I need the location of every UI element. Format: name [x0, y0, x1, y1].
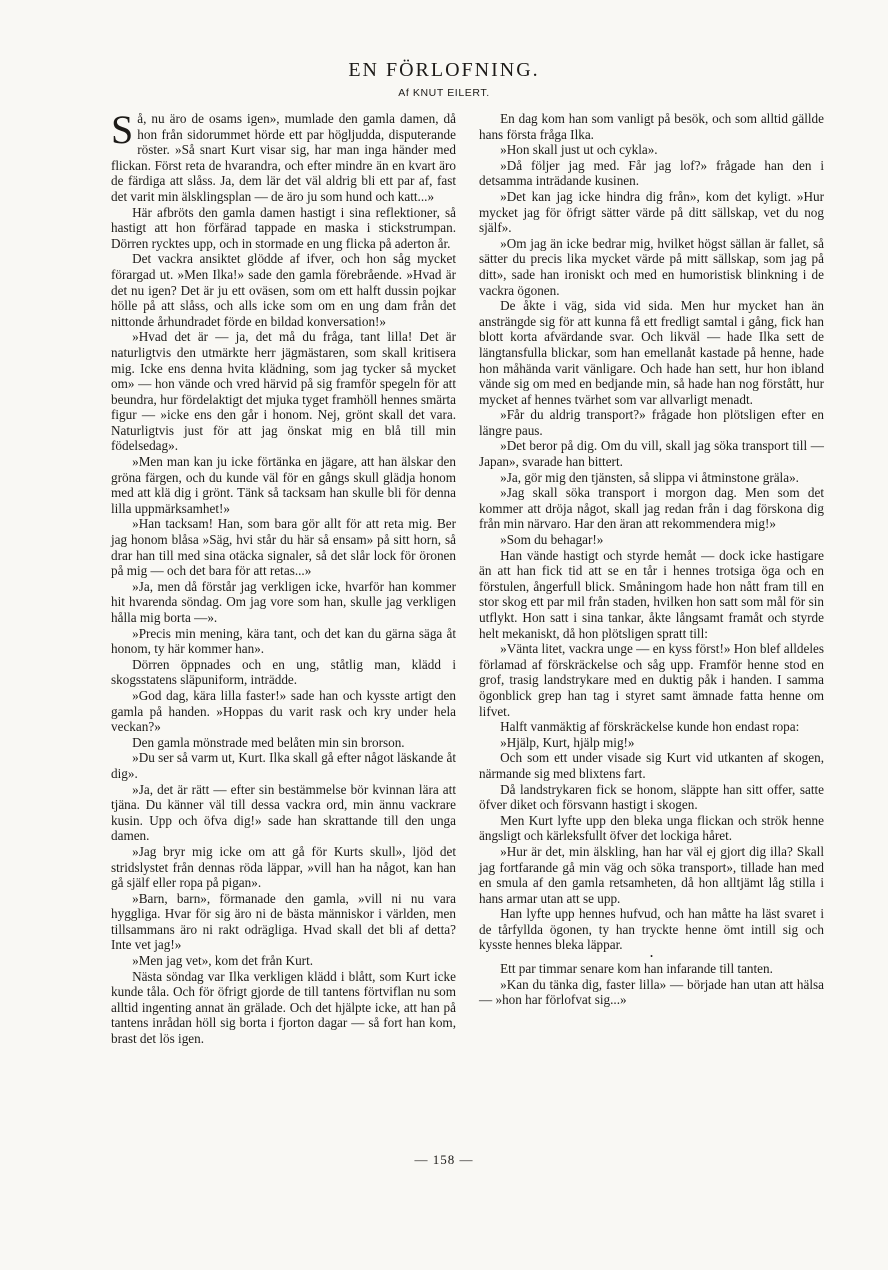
paragraph: »Men man kan ju icke förtänka en jägare, att han älskar den gröna färgen, och du kunde väl för en gångs skull glädja honom med att klä dig i grönt. Tänk så tacksam han skulle bli för denna lilla uppmärksamhet!» [111, 454, 456, 516]
paragraph: Han lyfte upp hennes hufvud, och han måtte ha läst svaret i de tårfyllda ögonen, ty han tryckte henne ömt intill sig och kysste hennes bleka läppar. [479, 906, 824, 953]
paragraph: »Men jag vet», kom det från Kurt. [132, 953, 314, 969]
paragraph: »Får du aldrig transport?» frågade hon plötsligen efter en längre paus. [479, 407, 824, 438]
paragraph: Halft vanmäktig af förskräckelse kunde hon endast ropa: [500, 719, 800, 735]
section-ornament: • [650, 952, 653, 962]
right-column [479, 111, 824, 1008]
paragraph: Den gamla mönstrade med belåten min sin brorson. [132, 734, 405, 750]
paragraph: »Kan du tänka dig, faster lilla» — började han utan att hälsa — »hon har förlofvat sig...» [479, 976, 824, 1008]
paragraph: Det vackra ansiktet glödde af ifver, och hon såg mycket förargad ut. »Men Ilka!» sade den gamla förebrående. »Hvad är det nu igen? Det är ju ett oväsen, som om ett halft dussin pojkar hölle på att slåss, och alls icke som om en ung dam från det nittonde århundradet förde en bildad konversation!» [111, 251, 456, 329]
paragraph: »Det beror på dig. Om du vill, skall jag söka transport till — Japan», svarade han bittert. [479, 438, 824, 470]
paragraph: Dörren öppnades och en ung, ståtlig man, klädd i skogsstatens släpuniform, inträdde. [111, 656, 456, 688]
paragraph: »Det kan jag icke hindra dig från», kom det kyligt. »Hur mycket jag för öfrigt sätter värde på ditt sällskap, vet du nog själf». [479, 188, 824, 236]
paragraph: Men Kurt lyfte upp den bleka unga flickan och strök henne ängsligt och kärleksfullt öfver det lockiga håret. [479, 812, 824, 844]
paragraph: »Som du behagar!» [500, 532, 604, 548]
paragraph: »Du ser så varm ut, Kurt. Ilka skall gå efter något läskande åt dig». [111, 750, 456, 781]
paragraph: »Barn, barn», förmanade den gamla, »vill ni nu vara hyggliga. Hvar för sig äro ni de bästa människor i världen, men tillsammans äro ni rakt odrägliga. Hvad skall det bli af detta? Inte vet jag!» [111, 890, 456, 953]
paragraph: »Hur är det, min älskling, han har väl ej gjort dig illa? Skall jag fortfarande gå min väg och söka transport», tillade han med en smula af den gamla retsamheten, då hon alltjämt låg stilla i hans armar utan att se upp. [479, 843, 824, 906]
paragraph: »Ja, gör mig den tjänsten, så slippa vi åtminstone gräla». [500, 469, 799, 485]
paragraph: »Ja, det är rätt — efter sin bestämmelse bör kvinnan lära att tjäna. Du känner väl till dessa vackra ord, min ännu vackrare kusin. Upp och öfva dig!» sade han skrattande till den unga damen. [111, 781, 456, 844]
paragraph: Då landstrykaren fick se honom, släppte han sitt offer, satte öfver diket och försvann hastigt i skogen. [479, 781, 824, 813]
paragraph: Han vände hastigt och styrde hemåt — dock icke hastigare än att han fick tid att se en tår i hennes trotsiga öga och en förstulen, ångerfull blick. Småningom hade hon nått fram till en stor skog ett par mil från staden, hvilken hon satt som mål för sin utflykt. Hon satt i sina tankar, åkte långsamt framåt och styrde helt mekaniskt, då hon plötsligen spratt till: [479, 547, 824, 641]
paragraph: »Hvad det är — ja, det må du fråga, tant lilla! Det är naturligtvis den utmärkte herr jägmästaren, som skall kritisera mig. Icke ens denna hvita klädning, som jag tycker så mycket om» — hon vände och vred härvid på sig framför spegeln för att beundra, hur fördelaktigt det mjuka tyget framhöll hennes smärta figur — »icke ens den går i honom. Nej, grönt skall det vara. Naturligtvis just för att jag önskat mig en blå till min födelsedag». [111, 329, 456, 454]
paragraph: Nästa söndag var Ilka verkligen klädd i blått, som Kurt icke kunde tåla. Och för öfrigt gjorde de till tantens förtviflan nu som alltid ingenting annat än grälade. Och det hjälpte icke, att han på tantens inrådan höll sig borta i fjorton dagar — så fort han kom, brast det lös igen. [111, 968, 456, 1047]
paragraph: Ett par timmar senare kom han infarande till tanten. [500, 961, 773, 977]
paragraph-text: å, nu äro de osams igen», mumlade den gamla damen, då hon från sidorummet hörde ett par högljudda, disputerande röster. »Så snart Kurt visar sig, har man inga händer med flickan. Först reta de hvarandra, och efter mindre än en kvart äro de färdiga att slåss. Ja, dem lär det väl aldrig bli ett par af, fast det varit min älsklingsplan — de äro ju som hund och katt...» [111, 111, 456, 204]
paragraph: »Jag skall söka transport i morgon dag. Men som det kommer att dröja något, skall jag redan från i dag förskona dig från min närvaro. Har den äran att rekommendera mig!» [479, 485, 824, 532]
paragraph: Och som ett under visade sig Kurt vid utkanten af skogen, närmande sig med blixtens fart. [479, 750, 824, 781]
drop-cap: S [111, 107, 134, 152]
paragraph: »Hjälp, Kurt, hjälp mig!» [500, 734, 635, 750]
page-number: — 158 — [414, 1152, 474, 1167]
paragraph: »Jag bryr mig icke om att gå för Kurts skull», ljöd det stridslystet från dennas röda läppar, »vill han ha något, kan han gå själf eller ropa på pigan». [111, 843, 456, 891]
opening-paragraph [111, 107, 456, 205]
paragraph: »God dag, kära lilla faster!» sade han och kysste artigt den gamla på handen. »Hoppas du varit rask och kry under hela veckan?» [111, 687, 456, 735]
paragraph: En dag kom han som vanligt på besök, och som alltid gällde hans första fråga Ilka. [479, 111, 824, 142]
left-column [111, 107, 456, 1047]
paragraph: »Han tacksam! Han, som bara gör allt för att reta mig. Ber jag honom blåsa »Säg, hvi står du här så ensam» på sitt horn, så drar han till med sina otäcka signaler, så det slår lock för öronen på mig — och det bara för att retas...» [111, 516, 456, 579]
paragraph: »Vänta litet, vackra unge — en kyss först!» Hon blef alldeles förlamad af förskräckelse och såg upp. Framför henne stod en grof, trasig landstrykare med en duktig påk i handen. I samma ögonblick grep han tag i styret samt ämnade fatta henne om lifvet. [479, 641, 824, 719]
story-title: EN FÖRLOFNING. [348, 59, 540, 81]
paragraph: Här afbröts den gamla damen hastigt i sina reflektioner, så hastigt att hon förfärad tappade en maska i stickstrumpan. Dörren rycktes upp, och in stormade en ung flicka på aderton år. [111, 204, 456, 251]
paragraph: »Ja, men då förstår jag verkligen icke, hvarför han kommer hit hvarenda söndag. Om jag vore som han, skulle jag verkligen hålla mig borta —». [111, 578, 456, 625]
paragraph: »Hon skall just ut och cykla». [500, 142, 658, 158]
paragraph: De åkte i väg, sida vid sida. Men hur mycket han än ansträngde sig för att kunna få ett fredligt samtal i gång, fick han blott korta afvärdande svar. Och likväl — hade Ilka sett de längtansfulla blickar, som han emellanåt kastade på henne, hade hon måhända varit vänligare. Och hade han sett, hur hon ibland vände sig om med en bedjande min, så hade han nog förstått, hur mycket af hennes tvärhet som var allvarligt menadt. [479, 298, 824, 407]
paragraph: »Då följer jag med. Får jag lof?» frågade han den i detsamma inträdande kusinen. [479, 157, 824, 189]
paragraph: »Om jag än icke bedrar mig, hvilket högst sällan är fallet, så sätter du precis lika mycket värde på mitt sällskap, som jag på ditt», sade han ironiskt och med en humoristisk blinkning i de vackra ögonen. [479, 235, 824, 298]
author-byline: Af KNUT EILERT. [398, 87, 490, 99]
paragraph: »Precis min mening, kära tant, och det kan du gärna säga åt honom, ty här kommer han». [111, 625, 456, 657]
